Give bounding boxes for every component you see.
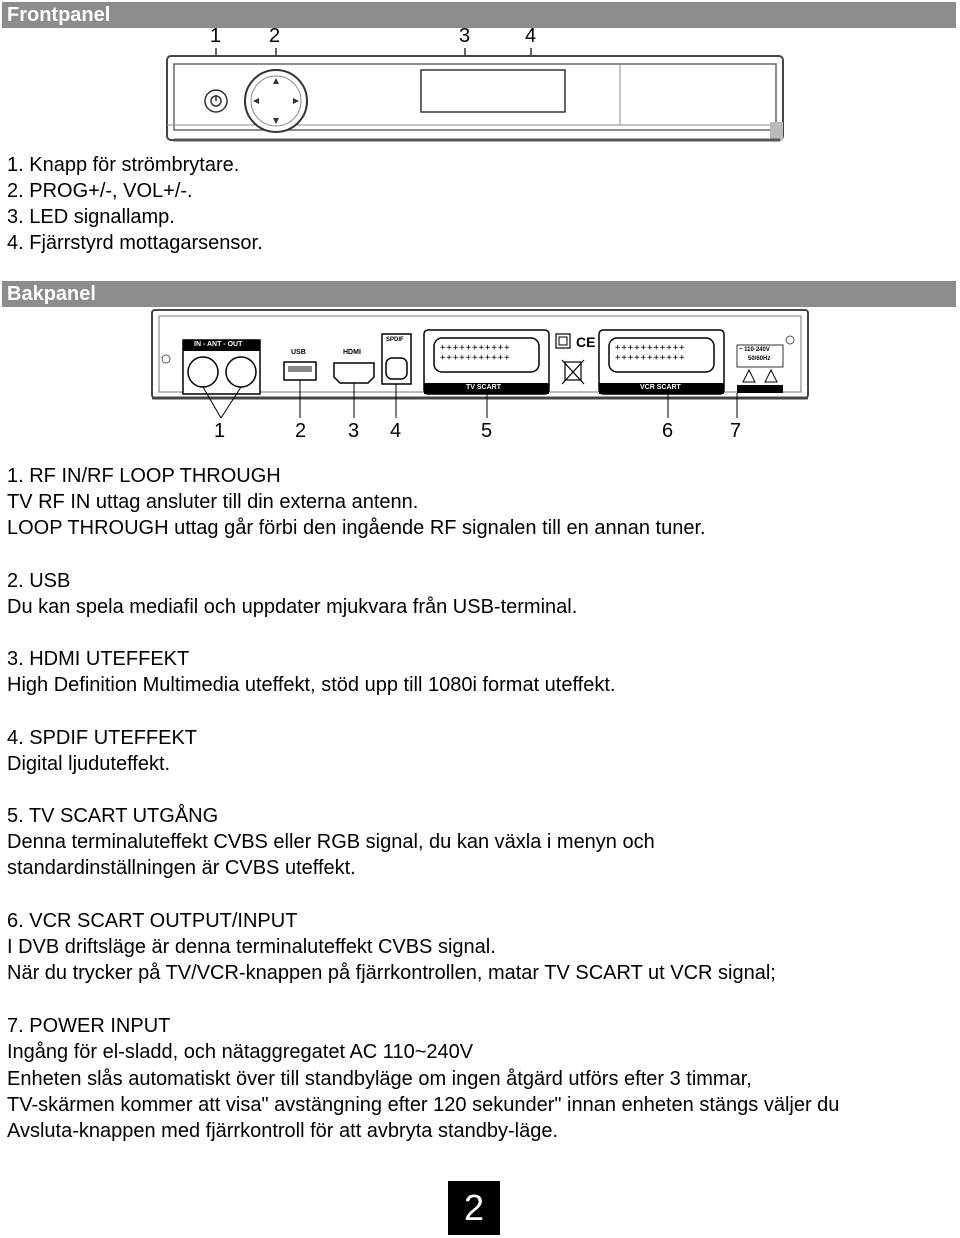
front-item-1: 1. Knapp för strömbrytare.	[7, 154, 240, 176]
section-6-line-2: När du trycker på TV/VCR-knappen på fjärrkontrollen, matar TV SCART ut VCR signal;	[7, 962, 776, 984]
back-callout-1: 1	[214, 420, 226, 442]
section-6-heading: 6. VCR SCART OUTPUT/INPUT	[7, 910, 298, 932]
back-callout-3: 3	[348, 420, 360, 442]
section-6-line-1: I DVB driftsläge är denna terminaluteffekt CVBS signal.	[7, 936, 496, 958]
back-panel-heading: Bakpanel	[2, 281, 956, 307]
front-callout-3: 3	[459, 25, 471, 47]
section-2-line-1: Du kan spela mediafil och uppdater mjukvara från USB-terminal.	[7, 596, 578, 618]
front-callout-1: 1	[210, 25, 222, 47]
spdif-label: SPDIF	[386, 337, 404, 343]
section-7-line-3: TV-skärmen kommer att visa" avstängning efter 120 sekunder" innan enheten stängs väljer du	[7, 1094, 840, 1116]
front-callout-4: 4	[525, 25, 537, 47]
back-callout-7: 7	[730, 420, 742, 442]
section-7-line-1: Ingång för el-sladd, och nätaggregatet AC 110~240V	[7, 1041, 474, 1063]
power-frequency-label: 50/60Hz	[748, 356, 771, 362]
section-2-heading: 2. USB	[7, 570, 71, 592]
tv-scart-label: TV SCART	[466, 384, 501, 391]
back-callout-6: 6	[662, 420, 674, 442]
power-voltage-label: ~ 110-240V	[739, 347, 770, 353]
section-5-line-2: standardinställningen är CVBS uteffekt.	[7, 857, 356, 879]
front-item-3: 3. LED signallamp.	[7, 206, 175, 228]
section-1-line-2: LOOP THROUGH uttag går förbi den ingående RF signalen till en annan tuner.	[7, 517, 706, 539]
svg-text:CE: CE	[576, 334, 596, 350]
section-4-line-1: Digital ljuduteffekt.	[7, 753, 171, 775]
section-7-heading: 7. POWER INPUT	[7, 1015, 171, 1037]
back-callout-4: 4	[390, 420, 402, 442]
tv-scart-pins: +++++++++++ +++++++++++	[440, 343, 511, 363]
vcr-scart-pins: +++++++++++ +++++++++++	[615, 343, 686, 363]
back-panel-diagram	[0, 300, 960, 460]
ant-label: IN - ANT - OUT	[194, 341, 243, 348]
front-callout-2: 2	[269, 25, 281, 47]
front-panel-heading: Frontpanel	[2, 2, 956, 28]
section-4-heading: 4. SPDIF UTEFFEKT	[7, 727, 198, 749]
section-7-line-2: Enheten slås automatiskt över till standbyläge om ingen åtgärd utförs efter 3 timmar,	[7, 1068, 752, 1090]
section-1-heading: 1. RF IN/RF LOOP THROUGH	[7, 465, 281, 487]
vcr-scart-label: VCR SCART	[640, 384, 681, 391]
front-item-2: 2. PROG+/-, VOL+/-.	[7, 180, 193, 202]
usb-label: USB	[291, 349, 306, 356]
front-item-4: 4. Fjärrstyrd mottagarsensor.	[7, 232, 263, 254]
section-3-heading: 3. HDMI UTEFFEKT	[7, 648, 190, 670]
section-5-heading: 5. TV SCART UTGÅNG	[7, 805, 219, 827]
front-panel-diagram	[0, 0, 960, 160]
hdmi-label: HDMI	[343, 349, 361, 356]
back-callout-2: 2	[295, 420, 307, 442]
section-7-line-4: Avsluta-knappen med fjärrkontroll för att avbryta standby-läge.	[7, 1120, 559, 1142]
section-3-line-1: High Definition Multimedia uteffekt, stöd upp till 1080i format uteffekt.	[7, 674, 616, 696]
section-5-line-1: Denna terminaluteffekt CVBS eller RGB signal, du kan växla i menyn och	[7, 831, 655, 853]
back-callout-5: 5	[481, 420, 493, 442]
section-1-line-1: TV RF IN uttag ansluter till din externa antenn.	[7, 491, 419, 513]
page-number: 2	[448, 1181, 500, 1235]
